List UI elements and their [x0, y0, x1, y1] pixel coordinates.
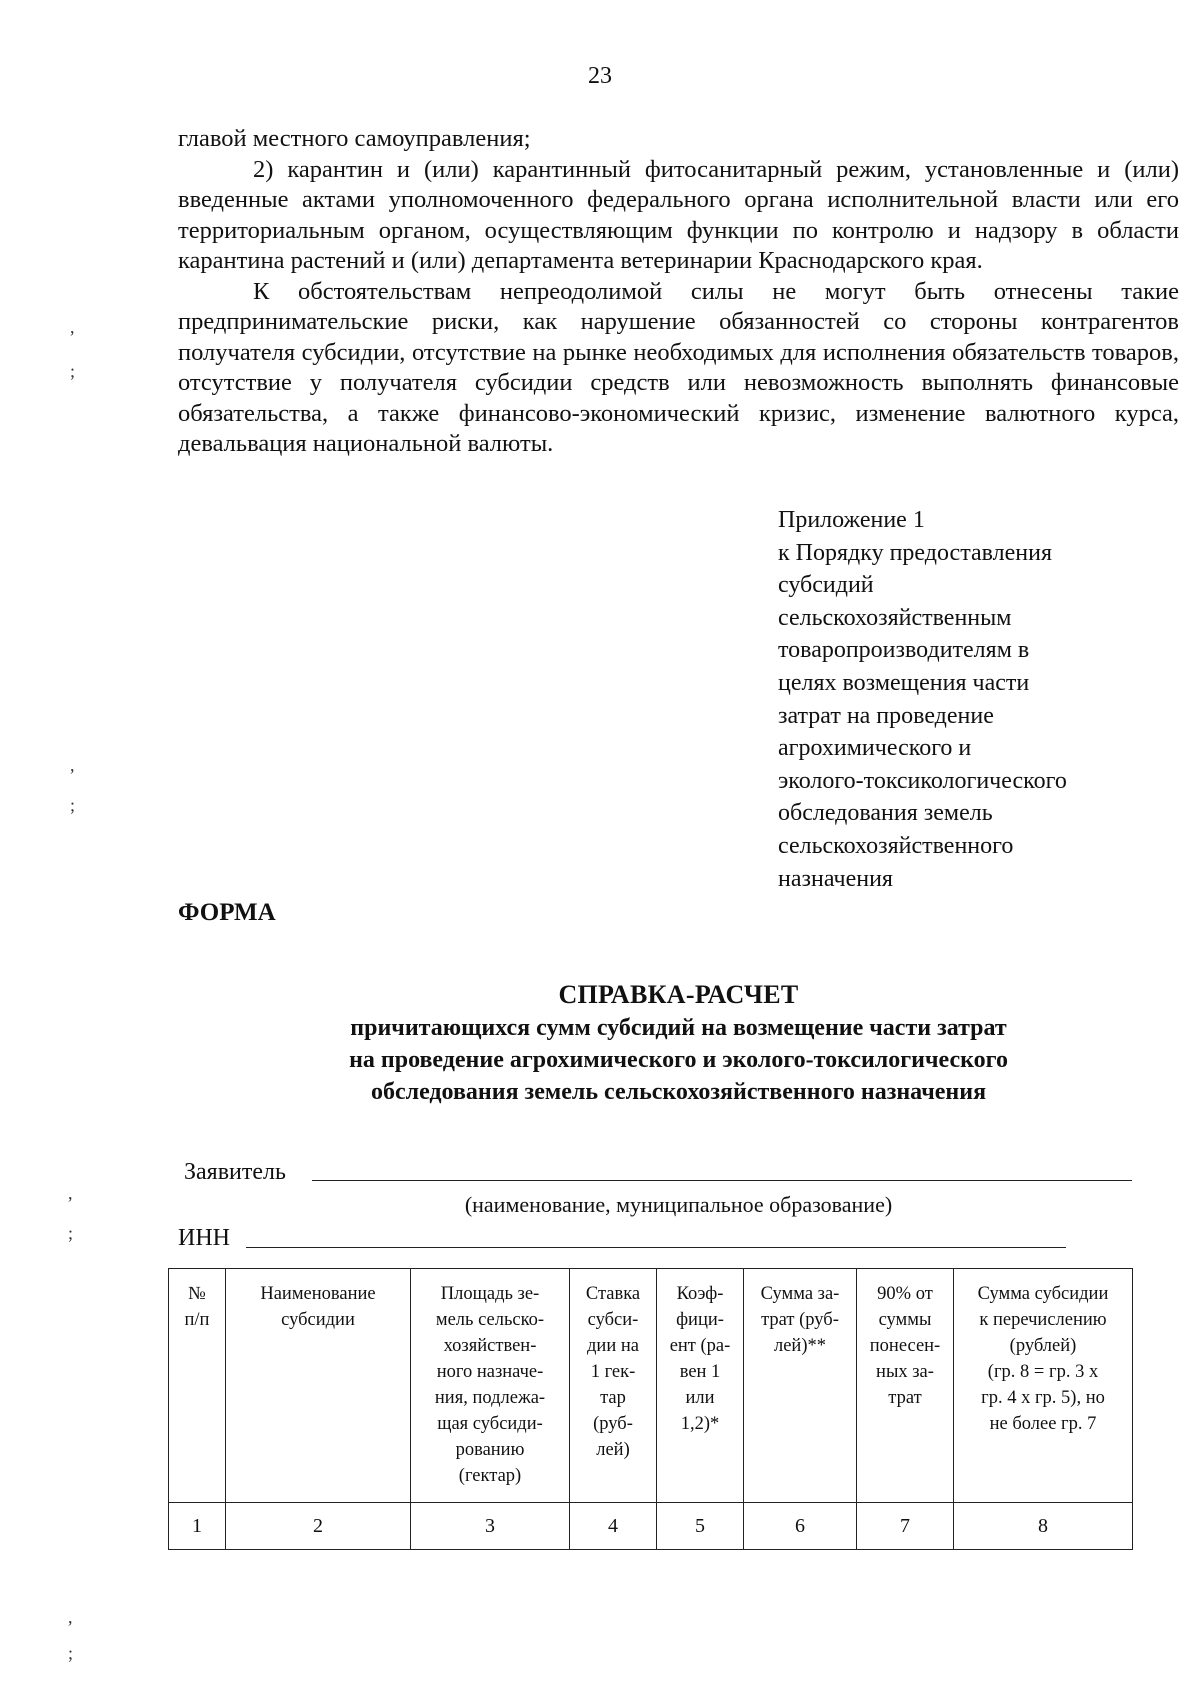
paragraph-3: К обстоятельствам непреодолимой силы не могут быть отнесены такие предпринимательские риски, как нарушение обязанностей со стороны контрагентов получателя субсидии, отсутствие на рынке необходимых для исполнения обязательств товаров, отсутствие у получателя субсидии средств или невозможность выполнять финансовые обязательства, а также финансово-экономический кризис, изменение валютного курса, девальвация национальной валюты.: [178, 277, 1179, 457]
column-number-cell: 4: [570, 1503, 657, 1550]
column-number-cell: 7: [857, 1503, 954, 1550]
appendix-line: целях возмещения части: [778, 669, 1030, 696]
title-line: причитающихся сумм субсидий на возмещение части затрат: [350, 1015, 1007, 1041]
appendix-line: сельскохозяйственным: [778, 604, 1012, 631]
header-cell: № п/п: [169, 1269, 226, 1503]
appendix-line: сельскохозяйственного: [778, 832, 1014, 859]
column-number-cell: 8: [954, 1503, 1133, 1550]
document-title: [178, 978, 1179, 1108]
margin-mark: ,: [70, 755, 75, 775]
header-cell: Сумма субсидии к перечислению (рублей) (гр. 8 = гр. 3 х гр. 4 х гр. 5), но не более гр. 7: [954, 1269, 1133, 1503]
applicant-field[interactable]: [312, 1180, 1132, 1181]
appendix-block: [778, 504, 1198, 895]
form-label: ФОРМА: [178, 899, 276, 926]
header-cell: Ставка субси- дии на 1 гек- тар (руб- лей): [570, 1269, 657, 1503]
column-number-cell: 3: [411, 1503, 570, 1550]
header-cell: Сумма за- трат (руб- лей)**: [744, 1269, 857, 1503]
calculation-table: [168, 1268, 1133, 1550]
appendix-line: агрохимического и: [778, 735, 972, 762]
appendix-line: субсидий: [778, 572, 874, 599]
title-line: на проведение агрохимического и эколого-токсилогического: [349, 1047, 1008, 1073]
appendix-line: назначения: [778, 865, 893, 892]
inn-label: ИНН: [178, 1225, 230, 1251]
applicant-caption: (наименование, муниципальное образование): [464, 1192, 893, 1217]
margin-mark: ;: [70, 795, 76, 815]
inn-field[interactable]: [246, 1247, 1066, 1248]
paragraph-1: главой местного самоуправления;: [178, 125, 531, 152]
margin-mark: ;: [68, 1223, 74, 1243]
margin-mark: ,: [68, 1607, 73, 1627]
header-cell: 90% от суммы понесен- ных за- трат: [857, 1269, 954, 1503]
table-header-row: [169, 1269, 1133, 1503]
column-number-row: [169, 1503, 1133, 1550]
appendix-line: к Порядку предоставления: [778, 539, 1053, 566]
appendix-line: Приложение 1: [778, 507, 925, 533]
column-number-cell: 1: [169, 1503, 226, 1550]
margin-mark: ,: [68, 1183, 73, 1203]
margin-mark: ;: [68, 1643, 74, 1663]
appendix-line: товаропроизводителям в: [778, 637, 1030, 664]
title-line: обследования земель сельскохозяйственного назначения: [370, 1079, 987, 1105]
header-cell: Площадь зе- мель сельско- хозяйствен- ного назначе- ния, подлежа- щая субсиди- рованию (гектар): [411, 1269, 570, 1503]
paragraph-2: 2) карантин и (или) карантинный фитосанитарный режим, установленные и (или) введенные актами уполномоченного федерального органа исполнительной власти или его территориальным органом, осуществляющим функции по контролю и надзору в области карантина растений и (или) департамента ветеринарии Краснодарского края.: [178, 155, 1179, 274]
appendix-line: обследования земель: [778, 800, 993, 827]
page-number: 23: [588, 63, 612, 89]
header-cell: Коэф- фици- ент (ра- вен 1 или 1,2)*: [657, 1269, 744, 1503]
title-main: СПРАВКА-РАСЧЕТ: [558, 980, 799, 1009]
margin-mark: ,: [70, 317, 75, 337]
column-number-cell: 5: [657, 1503, 744, 1550]
body-text: [178, 124, 1179, 460]
appendix-line: затрат на проведение: [778, 702, 994, 729]
applicant-label: Заявитель: [184, 1159, 286, 1185]
appendix-line: эколого-токсикологического: [778, 767, 1067, 794]
margin-mark: ;: [70, 361, 76, 381]
column-number-cell: 2: [226, 1503, 411, 1550]
header-cell: Наименование субсидии: [226, 1269, 411, 1503]
column-number-cell: 6: [744, 1503, 857, 1550]
